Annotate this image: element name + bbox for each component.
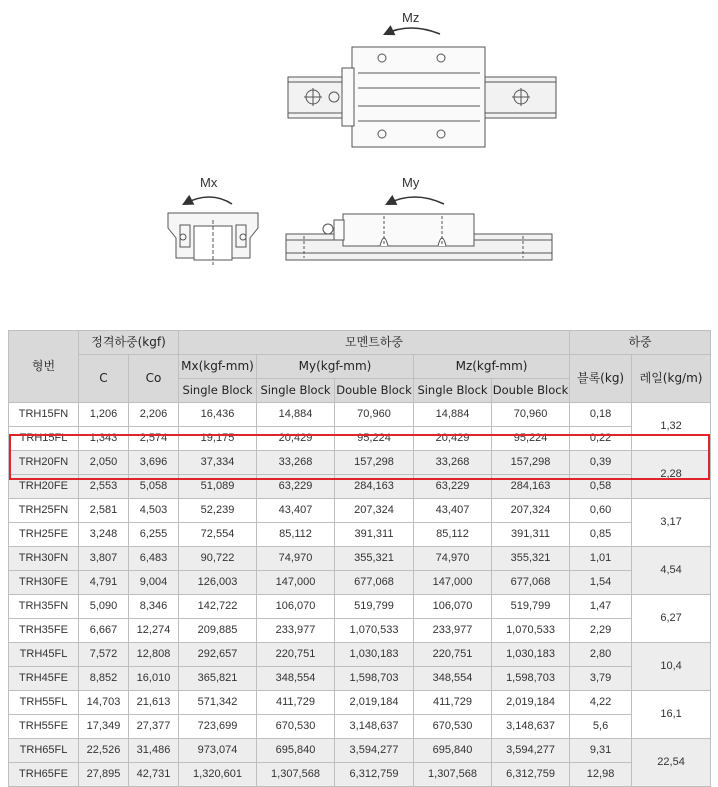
block-cell: 4,22 (570, 691, 632, 715)
my-single-cell: 74,970 (257, 547, 335, 571)
mx-cell: 973,074 (179, 739, 257, 763)
block-cell: 0,22 (570, 427, 632, 451)
table-row (9, 475, 711, 499)
model-cell: TRH35FN (9, 595, 79, 619)
header-mx-single: Single Block (179, 379, 257, 403)
co-cell: 2,574 (129, 427, 179, 451)
model-cell: TRH65FE (9, 763, 79, 787)
mz-single-cell: 106,070 (414, 595, 492, 619)
block-cell: 2,29 (570, 619, 632, 643)
my-single-cell: 106,070 (257, 595, 335, 619)
rail-cell: 3,17 (632, 499, 711, 547)
my-double-cell: 3,594,277 (335, 739, 414, 763)
front-view-drawing (168, 213, 258, 265)
mx-cell: 723,699 (179, 715, 257, 739)
header-model: 형번 (9, 331, 79, 403)
my-single-cell: 43,407 (257, 499, 335, 523)
mz-single-cell: 43,407 (414, 499, 492, 523)
my-single-cell: 1,307,568 (257, 763, 335, 787)
header-rail: 레일(kg/m) (632, 355, 711, 403)
c-cell: 2,553 (79, 475, 129, 499)
my-label: My (402, 175, 420, 190)
header-c: C (79, 355, 129, 403)
my-single-cell: 348,554 (257, 667, 335, 691)
rail-cell: 6,27 (632, 595, 711, 643)
block-cell: 1,54 (570, 571, 632, 595)
my-single-cell: 695,840 (257, 739, 335, 763)
model-cell: TRH15FN (9, 403, 79, 427)
rail-cell: 10,4 (632, 643, 711, 691)
mx-cell: 72,554 (179, 523, 257, 547)
my-double-cell: 677,068 (335, 571, 414, 595)
table-row (9, 619, 711, 643)
model-cell: TRH45FL (9, 643, 79, 667)
co-cell: 12,274 (129, 619, 179, 643)
my-double-cell: 6,312,759 (335, 763, 414, 787)
table-row (9, 643, 711, 667)
table-row (9, 715, 711, 739)
header-my: My(kgf-mm) (257, 355, 414, 379)
rail-cell: 1,32 (632, 403, 711, 451)
my-single-cell: 411,729 (257, 691, 335, 715)
moment-diagram (0, 0, 718, 320)
table-row (9, 595, 711, 619)
block-cell: 0,85 (570, 523, 632, 547)
block-cell: 0,39 (570, 451, 632, 475)
block-cell: 2,80 (570, 643, 632, 667)
co-cell: 12,808 (129, 643, 179, 667)
header-mz-single: Single Block (414, 379, 492, 403)
header-mx: Mx(kgf-mm) (179, 355, 257, 379)
model-cell: TRH25FN (9, 499, 79, 523)
my-double-cell: 1,070,533 (335, 619, 414, 643)
model-cell: TRH20FN (9, 451, 79, 475)
mx-cell: 209,885 (179, 619, 257, 643)
my-double-cell: 519,799 (335, 595, 414, 619)
co-cell: 27,377 (129, 715, 179, 739)
rail-cell: 2,28 (632, 451, 711, 499)
mz-single-cell: 411,729 (414, 691, 492, 715)
mz-double-cell: 3,594,277 (492, 739, 570, 763)
my-double-cell: 3,148,637 (335, 715, 414, 739)
my-double-cell: 70,960 (335, 403, 414, 427)
co-cell: 6,255 (129, 523, 179, 547)
mx-cell: 90,722 (179, 547, 257, 571)
mz-single-cell: 348,554 (414, 667, 492, 691)
table-row (9, 499, 711, 523)
model-cell: TRH30FN (9, 547, 79, 571)
header-block: 블록(kg) (570, 355, 632, 403)
c-cell: 27,895 (79, 763, 129, 787)
c-cell: 17,349 (79, 715, 129, 739)
c-cell: 14,703 (79, 691, 129, 715)
mz-double-cell: 3,148,637 (492, 715, 570, 739)
spec-table (8, 330, 711, 787)
block-cell: 0,60 (570, 499, 632, 523)
model-cell: TRH15FL (9, 427, 79, 451)
header-mz-double: Double Block (492, 379, 570, 403)
my-double-cell: 284,163 (335, 475, 414, 499)
side-view-drawing (286, 214, 552, 260)
mz-label: Mz (402, 10, 420, 25)
model-cell: TRH25FE (9, 523, 79, 547)
mx-cell: 142,722 (179, 595, 257, 619)
c-cell: 8,852 (79, 667, 129, 691)
model-cell: TRH45FE (9, 667, 79, 691)
mx-cell: 51,089 (179, 475, 257, 499)
block-cell: 5,6 (570, 715, 632, 739)
top-view-drawing (288, 47, 556, 147)
block-cell: 9,31 (570, 739, 632, 763)
co-cell: 9,004 (129, 571, 179, 595)
co-cell: 5,058 (129, 475, 179, 499)
mx-cell: 37,334 (179, 451, 257, 475)
c-cell: 7,572 (79, 643, 129, 667)
table-row (9, 571, 711, 595)
model-cell: TRH35FE (9, 619, 79, 643)
mx-label: Mx (200, 175, 218, 190)
co-cell: 3,696 (129, 451, 179, 475)
c-cell: 2,050 (79, 451, 129, 475)
my-double-cell: 95,224 (335, 427, 414, 451)
co-cell: 4,503 (129, 499, 179, 523)
c-cell: 3,248 (79, 523, 129, 547)
mz-single-cell: 74,970 (414, 547, 492, 571)
mz-single-cell: 233,977 (414, 619, 492, 643)
c-cell: 2,581 (79, 499, 129, 523)
c-cell: 3,807 (79, 547, 129, 571)
mz-single-cell: 63,229 (414, 475, 492, 499)
c-cell: 22,526 (79, 739, 129, 763)
mz-double-cell: 355,321 (492, 547, 570, 571)
block-cell: 1,47 (570, 595, 632, 619)
co-cell: 31,486 (129, 739, 179, 763)
mz-single-cell: 14,884 (414, 403, 492, 427)
table-row (9, 667, 711, 691)
my-double-cell: 157,298 (335, 451, 414, 475)
model-cell: TRH55FE (9, 715, 79, 739)
table-row (9, 739, 711, 763)
mz-single-cell: 85,112 (414, 523, 492, 547)
my-single-cell: 147,000 (257, 571, 335, 595)
mz-double-cell: 95,224 (492, 427, 570, 451)
mx-cell: 16,436 (179, 403, 257, 427)
co-cell: 2,206 (129, 403, 179, 427)
c-cell: 5,090 (79, 595, 129, 619)
mz-double-cell: 70,960 (492, 403, 570, 427)
mz-double-cell: 1,598,703 (492, 667, 570, 691)
mz-single-cell: 33,268 (414, 451, 492, 475)
table-row (9, 451, 711, 475)
my-single-cell: 670,530 (257, 715, 335, 739)
table-row (9, 547, 711, 571)
model-cell: TRH30FE (9, 571, 79, 595)
my-single-cell: 33,268 (257, 451, 335, 475)
header-my-double: Double Block (335, 379, 414, 403)
header-moment-load: 모멘트하중 (179, 331, 570, 355)
mz-double-cell: 207,324 (492, 499, 570, 523)
mx-cell: 1,320,601 (179, 763, 257, 787)
mz-single-cell: 670,530 (414, 715, 492, 739)
block-cell: 3,79 (570, 667, 632, 691)
mz-single-cell: 147,000 (414, 571, 492, 595)
rail-cell: 16,1 (632, 691, 711, 739)
mx-cell: 126,003 (179, 571, 257, 595)
model-cell: TRH65FL (9, 739, 79, 763)
my-double-cell: 2,019,184 (335, 691, 414, 715)
mx-cell: 365,821 (179, 667, 257, 691)
my-single-cell: 85,112 (257, 523, 335, 547)
c-cell: 4,791 (79, 571, 129, 595)
mx-cell: 292,657 (179, 643, 257, 667)
mz-double-cell: 157,298 (492, 451, 570, 475)
mz-double-cell: 6,312,759 (492, 763, 570, 787)
table-header (9, 331, 711, 403)
rail-cell: 4,54 (632, 547, 711, 595)
my-single-cell: 14,884 (257, 403, 335, 427)
my-double-cell: 1,030,183 (335, 643, 414, 667)
header-co: Co (129, 355, 179, 403)
mz-single-cell: 20,429 (414, 427, 492, 451)
block-cell: 0,58 (570, 475, 632, 499)
mz-double-cell: 677,068 (492, 571, 570, 595)
header-weight: 하중 (570, 331, 711, 355)
my-double-cell: 355,321 (335, 547, 414, 571)
block-cell: 1,01 (570, 547, 632, 571)
model-cell: TRH55FL (9, 691, 79, 715)
my-single-cell: 233,977 (257, 619, 335, 643)
table-row (9, 691, 711, 715)
table-row (9, 403, 711, 427)
my-single-cell: 20,429 (257, 427, 335, 451)
co-cell: 21,613 (129, 691, 179, 715)
mx-cell: 19,175 (179, 427, 257, 451)
mz-double-cell: 391,311 (492, 523, 570, 547)
co-cell: 42,731 (129, 763, 179, 787)
c-cell: 1,343 (79, 427, 129, 451)
table-row (9, 763, 711, 787)
my-double-cell: 207,324 (335, 499, 414, 523)
my-single-cell: 220,751 (257, 643, 335, 667)
mz-double-cell: 1,070,533 (492, 619, 570, 643)
mz-double-cell: 2,019,184 (492, 691, 570, 715)
table-body (9, 403, 711, 787)
table-row (9, 427, 711, 451)
c-cell: 1,206 (79, 403, 129, 427)
block-cell: 12,98 (570, 763, 632, 787)
co-cell: 8,346 (129, 595, 179, 619)
mz-double-cell: 284,163 (492, 475, 570, 499)
co-cell: 16,010 (129, 667, 179, 691)
co-cell: 6,483 (129, 547, 179, 571)
mx-cell: 571,342 (179, 691, 257, 715)
rail-cell: 22,54 (632, 739, 711, 787)
mz-double-cell: 519,799 (492, 595, 570, 619)
mz-double-cell: 1,030,183 (492, 643, 570, 667)
header-rated-load: 정격하중(kgf) (79, 331, 179, 355)
table-row (9, 523, 711, 547)
my-double-cell: 391,311 (335, 523, 414, 547)
mz-single-cell: 220,751 (414, 643, 492, 667)
mz-single-cell: 1,307,568 (414, 763, 492, 787)
my-double-cell: 1,598,703 (335, 667, 414, 691)
c-cell: 6,667 (79, 619, 129, 643)
header-mz: Mz(kgf-mm) (414, 355, 570, 379)
block-cell: 0,18 (570, 403, 632, 427)
my-single-cell: 63,229 (257, 475, 335, 499)
mx-cell: 52,239 (179, 499, 257, 523)
header-my-single: Single Block (257, 379, 335, 403)
model-cell: TRH20FE (9, 475, 79, 499)
mz-single-cell: 695,840 (414, 739, 492, 763)
